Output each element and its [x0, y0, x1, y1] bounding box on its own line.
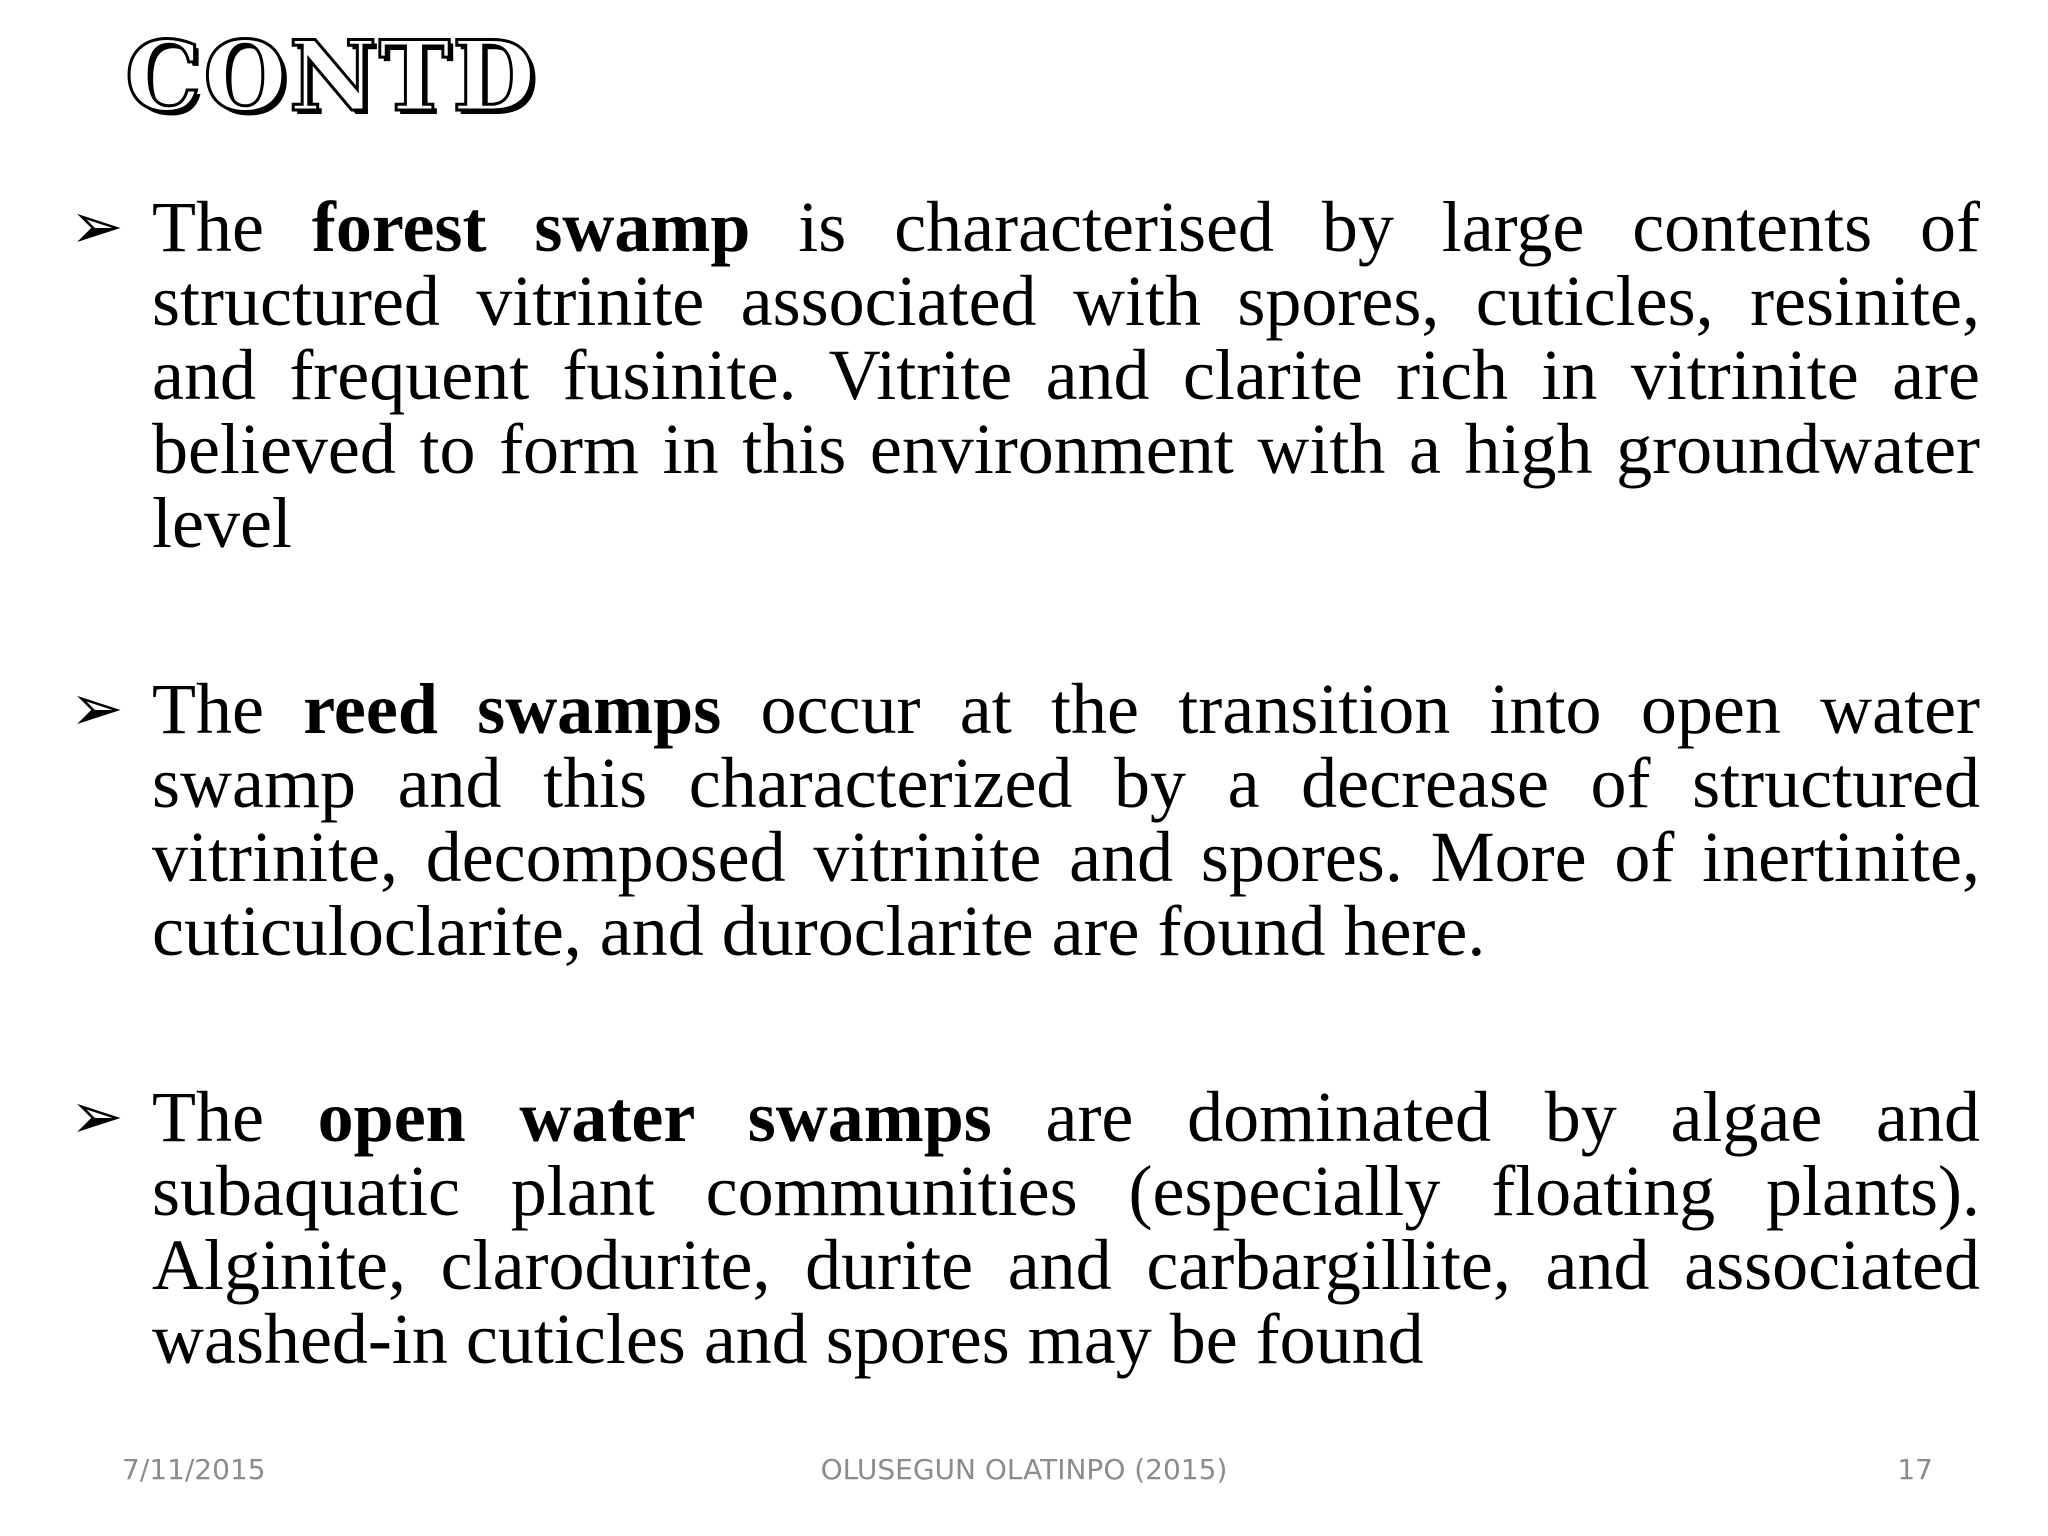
bullet-item-open-water-swamps	[70, 1077, 1981, 1379]
bullet-term: forest swamp	[311, 187, 751, 267]
bullet-list	[70, 187, 1981, 1379]
arrowhead-bullet-icon: ➢	[70, 672, 124, 746]
arrowhead-bullet-icon: ➢	[70, 1080, 124, 1154]
bullet-item-reed-swamps	[70, 669, 1981, 971]
bullet-text: occur at the transition into open water swamp and this characterized by a decrease of structured vitrinite, decomposed vitrinite and spores. More of inertinite, cuticuloclarite, and duroclarite are found here.	[152, 669, 1981, 971]
slide-title: CONTD	[125, 20, 538, 133]
arrowhead-bullet-icon: ➢	[70, 190, 124, 264]
bullet-text: is characterised by large contents of structured vitrinite associated with spores, cuticles, resinite, and frequent fusinite. Vitrite and clarite rich in vitrinite are believed to form in this environment with a high groundwater level	[152, 187, 1981, 563]
footer-date: 7/11/2015	[122, 1453, 266, 1486]
bullet-term: open water swamps	[317, 1077, 992, 1157]
bullet-item-forest-swamp	[70, 187, 1981, 563]
bullet-lead: The	[152, 1077, 264, 1157]
bullet-lead: The	[152, 187, 264, 267]
footer-page-number: 17	[1897, 1453, 1933, 1486]
bullet-lead: The	[152, 669, 264, 749]
bullet-text: are dominated by algae and subaquatic plant communities (especially floating plants). Alginite, clarodurite, durite and carbargillite, and associated washed-in cuticles and spores may be found	[152, 1077, 1981, 1379]
bullet-term: reed swamps	[303, 669, 722, 749]
footer-author: OLUSEGUN OLATINPO (2015)	[820, 1453, 1228, 1486]
